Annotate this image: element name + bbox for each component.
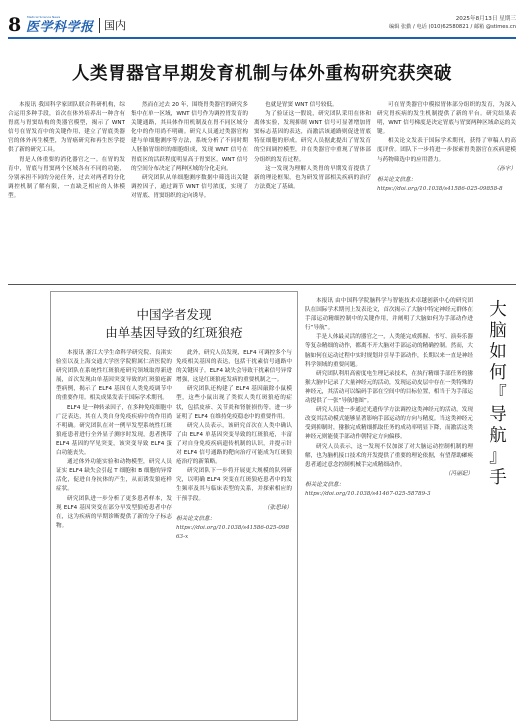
- paragraph: 也就是胃窦 WNT 信号较低。: [265, 102, 338, 108]
- paragraph: 研究团队下一步将开展更大规模的队列研究，以明确 ELF4 突变在红斑狼疮患者中的发生频率及其与临床表型的关系，并探索相应的干预手段。: [176, 468, 292, 502]
- masthead-rule: [8, 37, 516, 39]
- section-divider: [8, 284, 516, 285]
- source-url[interactable]: https://doi.org/10.1038/s41586-025-09858-8: [377, 185, 503, 192]
- top-article-column-1: [8, 101, 125, 281]
- paper-name-english: Medical Science News: [27, 15, 61, 19]
- paragraph: 研究团队利用高密度电生理记录技术，在执行精细手部任务的猕猴大脑中记录了大量神经元的活动，发现运动皮层中存在一类特殊的神经元，其活动可以编码手部在空间中的目标位置，相当于为手部运动提供了一张“导航地图”。: [305, 370, 473, 405]
- vertical-headline: [479, 300, 517, 489]
- source-label: 相关论文信息：: [176, 515, 216, 522]
- headline-char: 『: [489, 384, 507, 404]
- byline: （张思玮）: [264, 504, 292, 511]
- masthead: [8, 14, 516, 36]
- headline-char: 大: [489, 300, 507, 320]
- headline-char: 』: [489, 447, 507, 467]
- bottom-left-column-2: [176, 349, 292, 718]
- top-article-column-4: [377, 101, 516, 281]
- paragraph: 本报讯 浙江大学生命科学研究院、良渚实验室以及上海交通大学医学院附属仁济医院的研究团队在系统性红斑狼疮研究领域取得新进展，首次发现由单基因突变导致的红斑狼疮新型病例，揭示了 ELF4 基因在人类免疫调节中的重要作用。相关成果发表于国际学术期刊。: [56, 350, 172, 402]
- paragraph: 这一发现为理解人类胃的早期发育提供了新的理论框架，也为研发胃部相关疾病的治疗方法奠定了基础。: [254, 165, 371, 190]
- paragraph: 然而在过去 20 年，围绕胃类器官的研究多集中在单一区域，WNT 信号作为调控胃发育的关键通路，其具体作用机制及在胃不同区域分化中的作用尚不明确。研究人员通过类器官构建与单细胞测序等方法，系统分析了不同时期人胚胎胃组织的细胞组成，发现 WNT 信号在胃底区的活跃程度明显高于胃窦区，WNT 信号的空间分布决定了两种区域的分化走向。: [131, 102, 248, 172]
- top-article-column-3: [254, 101, 371, 281]
- source-label: 相关论文信息：: [305, 481, 345, 488]
- source-url[interactable]: https://doi.org/10.1038/s41467-025-58789-3: [305, 490, 431, 497]
- paragraph: 研究团队进一步分析了更多患者样本，发现 ELF4 基因突变在部分早发型狼疮患者中存在，这为疾病的早期诊断提供了新的分子标志物。: [56, 495, 172, 529]
- headline-char: 脑: [489, 321, 507, 341]
- source-url[interactable]: https://doi.org/10.1038/s41586-025-09863-x: [176, 524, 290, 540]
- paragraph: 本报讯 我国科学家团队联合科研机构，综合运用多种手段，首次在体外培养出一种含有胃底与胃窦结构的类器官模型，揭示了 WNT 信号在胃发育中的关键作用，建立了胃底类器官的体外再生模型，为胃癌研究和再生医学提供了新的研究工具。: [8, 102, 125, 154]
- masthead-divider: [99, 18, 100, 33]
- headline-char: 手: [489, 468, 507, 488]
- headline-char: 如: [489, 342, 507, 362]
- byline: （冯丽妃）: [445, 470, 473, 477]
- headline-char: 何: [489, 363, 507, 383]
- bottom-article-title-line1: 中国学者发现: [136, 307, 212, 322]
- bottom-right-column: [305, 297, 473, 721]
- top-article-column-2: [131, 101, 248, 281]
- paragraph: 胃是人体重要的消化器官之一。在胃的发育中，胃底与胃窦两个区域各有不同的功能，分别承担不同的分泌任务，过去对两者的分化调控机制了解有限，一直缺乏相应的人体模型。: [8, 156, 125, 199]
- issue-date: 2025年8月13日 星期三: [455, 16, 516, 22]
- paragraph: 本报讯 由中国科学院脑科学与智能技术卓越创新中心的研究团队在国际学术期刊上发表论文，首次揭示了大脑中特定神经元群体在手部运动精细控制中的关键作用，并阐明了大脑如何为手部动作进行“导航”。: [305, 298, 473, 332]
- paragraph: 手是人体最灵活的器官之一，人类能完成抓握、书写、演奏乐器等复杂精细的动作，都离不开大脑对手部运动的精确控制。然而，大脑如何在运动过程中实时规划并引导手部动作，长期以来一直是神经科学领域的重要问题。: [305, 334, 473, 368]
- paragraph: 研究人员表示，该研究首次在人类中确认了由 ELF4 单基因突变导致的红斑狼疮，丰富了对自身免疫疾病遗传机制的认识，并提示针对 ELF4 信号通路的靶向治疗可能成为红斑狼疮治疗的新策略。: [176, 422, 292, 466]
- paragraph: 通过体外功能实验和动物模型，研究人员证实 ELF4 缺失会引起 T 细胞和 B 细胞的异常活化，促进自身抗体的产生，从而诱发狼疮样症状。: [56, 459, 172, 493]
- paragraph: 相关论文发表于国际学术期刊，获得了审稿人的高度评价。团队下一步将进一步探索胃类器官在疾病建模与药物筛选中的应用潜力。: [377, 138, 516, 163]
- page-number: 8: [8, 14, 22, 36]
- paragraph: 为了验证这一假说，研究团队采用在体和离体实验，发现抑制 WNT 信号可显著增加胃窦标志基因的表达，而激活该通路则促进胃底特征细胞的形成。研究人员据此提出了胃发育的空间调控模型，并在类器官中重现了胃体部分组织的发育过程。: [254, 111, 371, 163]
- headline-char: 导: [489, 405, 507, 425]
- paragraph: 研究团队还构建了 ELF4 基因敲除小鼠模型，这些小鼠出现了类似人类红斑狼疮的症状，包括皮疹、关节炎和肾脏损伤等，进一步证明了 ELF4 在维持免疫稳态中的重要作用。: [176, 386, 292, 420]
- paragraph: 可在胃类器官中模拟胃体部分组织的发育，为深入研究胃疾病的发生机制提供了新的平台。研究结果表明，WNT 信号梯度是决定胃底与胃窦两种区域命运的关键。: [377, 102, 516, 136]
- paragraph: 研究人员进一步通过光遗传学方法调控这类神经元的活动，发现改变其活动模式能够显著影响手部运动的方向与精度。当这类神经元受到抑制时，猕猴完成精细抓取任务的成功率明显下降，而激活这类神经元则能使手部动作朝特定方向偏移。: [305, 407, 473, 441]
- paragraph: ELF4 是一种转录因子，在多种免疫细胞中广泛表达，其在人类自身免疫疾病中的作用尚不明确。研究团队在对一例早发型系统性红斑狼疮患者进行全外显子测序时发现，患者携带 ELF4 基因的罕见突变，该突变导致 ELF4 蛋白功能丧失。: [56, 404, 172, 457]
- section-name: 国内: [104, 19, 126, 32]
- paragraph: 研究人员表示，这一发现不仅加深了对大脑运动控制机制的理解，也为脑机接口技术的开发提供了重要的理论依据，有望帮助瘫痪患者通过意念控制机械手完成精细动作。: [305, 443, 473, 468]
- bottom-left-column-1: [56, 349, 172, 718]
- byline: （孙宇）: [493, 165, 516, 172]
- top-article-title: 人类胃器官早期发育机制与体外重构研究获突破: [71, 64, 453, 84]
- headline-char: 航: [489, 426, 507, 446]
- source-label: 相关论文信息：: [377, 176, 417, 183]
- editor-info: 编辑 张勤 / 电话 (010)62580821 / 邮箱 @stimes.cn: [389, 24, 516, 30]
- paragraph: 研究团队从单细胞测序数据中筛选出关键调控因子，通过调节 WNT 信号浓度，实现了对胃底、胃窦组织的定向诱导。: [131, 174, 248, 199]
- bottom-article-title-line2: 由单基因导致的红斑狼疮: [105, 325, 243, 340]
- paragraph: 此外，研究人员发现，ELF4 可调控多个与免疫相关基因的表达，包括干扰素信号通路中的关键因子。ELF4 缺失会导致干扰素信号异常增强，这是红斑狼疮发病的重要机制之一。: [176, 350, 292, 384]
- paper-name: 医学科学报: [26, 20, 94, 35]
